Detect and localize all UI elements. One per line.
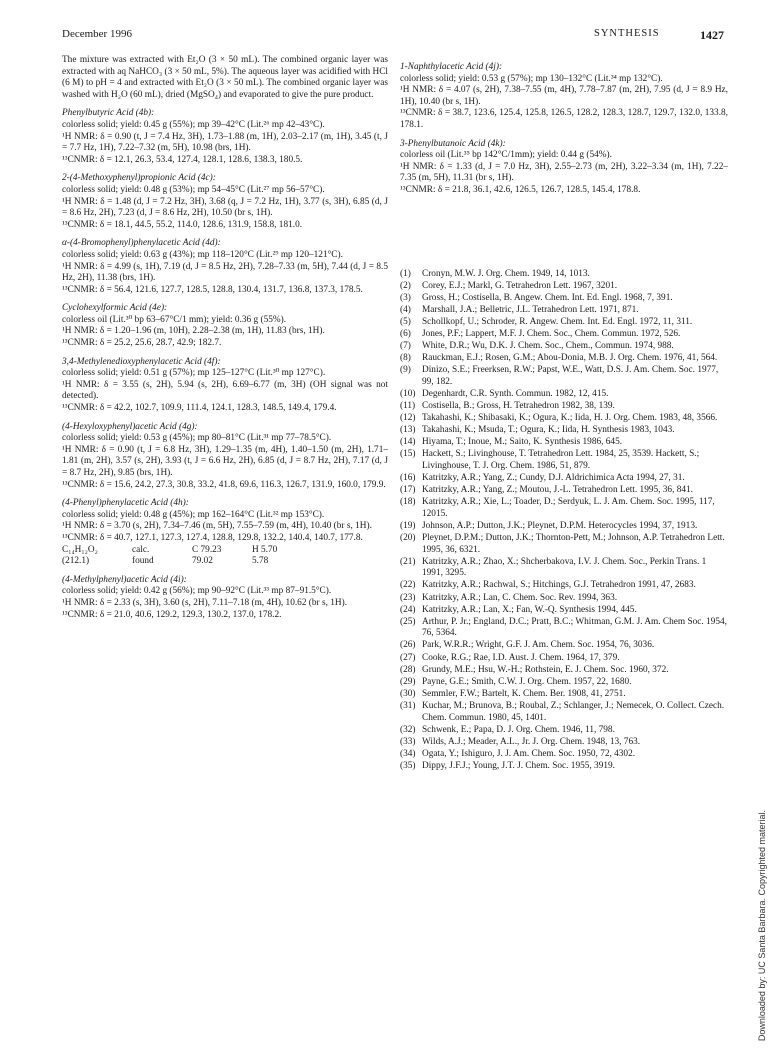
compound-title: α-(4-Bromophenyl)phenylacetic Acid (4d): bbox=[62, 238, 221, 249]
elemental-analysis-row bbox=[62, 545, 388, 557]
reference-number: (28) bbox=[400, 664, 416, 675]
reference-text: Katritzky, A.R.; Yang, Z.; Cundy, D.J. Aldrichimica Acta 1994, 27, 31. bbox=[422, 473, 685, 484]
compound-entry bbox=[400, 139, 728, 197]
compound-entry bbox=[62, 303, 388, 349]
compound-data-line: colorless solid; yield: 0.45 g (55%); mp 39–42°C (Lit.²⁶ mp 42–43°C). bbox=[62, 119, 325, 130]
reference-number: (7) bbox=[400, 341, 411, 352]
reference-text: Takahashi, K.; Shibasaki, K.; Ogura, K.; Iida, H. J. Org. Chem. 1983, 48, 3566. bbox=[422, 413, 718, 424]
reference-item bbox=[400, 413, 728, 425]
compound-data-line: ¹H NMR: δ = 4.99 (s, 1H), 7.19 (d, J = 8.5 Hz, 2H), 7.28–7.33 (m, 5H), 7.44 (d, J = 8.5 Hz, 2H), 11.38 (brs, 1H). bbox=[62, 261, 388, 284]
compound-data-line: ¹³CNMR: δ = 21.8, 36.1, 42.6, 126.5, 126.7, 128.5, 145.4, 178.8. bbox=[400, 184, 641, 195]
reference-text: Dinizo, S.E.; Freerksen, R.W.; Papst, W.E., Watt, D.S. J. Am. Chem. Soc. 1977, 99, 182. bbox=[422, 365, 719, 387]
compound-data-line: ¹³CNMR: δ = 38.7, 123.6, 125.4, 125.8, 126.5, 128.2, 128.3, 128.7, 129.7, 132.0, 133.8, 178.1. bbox=[400, 108, 728, 130]
reference-number: (10) bbox=[400, 388, 416, 399]
reference-list bbox=[400, 269, 728, 773]
compound-data-line: ¹³CNMR: δ = 15.6, 24.2, 27.3, 30.8, 33.2, 41.8, 69.6, 116.3, 126.7, 131.9, 160.0, 179.9. bbox=[62, 479, 386, 490]
analysis-cell: 79.02 bbox=[192, 556, 213, 567]
reference-text: Grundy, M.E.; Hsu, W.-H.; Rothstein, E. J. Chem. Soc. 1960, 372. bbox=[422, 664, 669, 675]
reference-number: (2) bbox=[400, 280, 411, 291]
reference-number: (20) bbox=[400, 533, 416, 544]
analysis-cell: C 79.23 bbox=[192, 544, 222, 555]
compound-data-line: ¹³CNMR: δ = 56.4, 121.6, 127.7, 128.5, 128.8, 130.4, 131.7, 136.8, 137.3, 178.5. bbox=[62, 284, 363, 295]
compound-data-line: colorless solid; yield: 0.53 g (45%); mp 80–81°C (Lit.³¹ mp 77–78.5°C). bbox=[62, 433, 332, 444]
reference-number: (22) bbox=[400, 580, 416, 591]
header-page-number: 1427 bbox=[700, 28, 724, 42]
elemental-analysis-row bbox=[62, 556, 388, 568]
reference-text: Katritzky, A.R.; Xie, L.; Toader, D.; Serdyuk, L. J. Am. Chem. Soc. 1995, 117, 12015. bbox=[422, 497, 715, 519]
reference-number: (35) bbox=[400, 760, 416, 771]
compound-data-line: colorless solid; yield: 0.42 g (56%); mp 90–92°C (Lit.³³ mp 87–91.5°C). bbox=[62, 586, 332, 597]
analysis-cell: H 5.70 bbox=[252, 544, 278, 555]
reference-item bbox=[400, 653, 728, 665]
reference-text: Hiyama, T.; Inoue, M.; Saito, K. Synthesis 1986, 645. bbox=[422, 437, 623, 448]
reference-text: Schollkopf, U.; Schroder, R. Angew. Chem. Int. Ed. Engl. 1972, 11, 311. bbox=[422, 316, 693, 327]
compound-entry bbox=[400, 62, 728, 132]
reference-item bbox=[400, 341, 728, 353]
compound-data-line: colorless solid; yield: 0.48 g (45%); mp 162–164°C (Lit.³² mp 153°C). bbox=[62, 509, 325, 520]
compound-entry bbox=[62, 357, 388, 415]
compound-title: (4-Phenyl)phenylacetic Acid (4h): bbox=[62, 498, 189, 509]
compound-data-line: ¹H NMR: δ = 3.70 (s, 2H), 7.34–7.46 (m, 5H), 7.55–7.59 (m, 4H), 10.40 (br s, 1H). bbox=[62, 521, 372, 532]
reference-item bbox=[400, 737, 728, 749]
reference-item bbox=[400, 665, 728, 677]
reference-text: Katritzky, A.R.; Zhao, X.; Shcherbakova, I.V. J. Chem. Soc., Perkin Trans. 1 1991, 3295. bbox=[422, 556, 707, 579]
reference-item bbox=[400, 437, 728, 449]
reference-text: Katritzky, A.R.; Lan, C. Chem. Soc. Rev. 1994, 363. bbox=[422, 592, 618, 603]
compound-data-line: ¹³CNMR: δ = 18.1, 44.5, 55.2, 114.0, 128.6, 131.9, 158.8, 181.0. bbox=[62, 219, 303, 230]
reference-text: Park, W.R.R.; Wright, G.F. J. Am. Chem. Soc. 1954, 76, 3036. bbox=[422, 640, 655, 651]
reference-item bbox=[400, 293, 728, 305]
reference-text: Costisella, B.; Gross, H. Tetrahedron 1982, 38, 139. bbox=[422, 401, 615, 412]
compound-entry bbox=[62, 575, 388, 621]
reference-item bbox=[400, 557, 728, 580]
compound-data-line: ¹H NMR: δ = 0.90 (t, J = 7.4 Hz, 3H), 1.73–1.88 (m, 1H), 2.03–2.17 (m, 1H), 3.45 (t, J = 7.7 Hz, 1H), 7.22–7.32 (m, 5H), 10.98 (brs, 1H). bbox=[62, 131, 388, 154]
reference-number: (4) bbox=[400, 304, 411, 315]
reference-item bbox=[400, 473, 728, 485]
reference-text: Cooke, R.G.; Rae, I.D. Aust. J. Chem. 1964, 17, 379. bbox=[422, 652, 620, 663]
reference-number: (23) bbox=[400, 592, 416, 603]
reference-number: (1) bbox=[400, 268, 411, 279]
compound-data-line: ¹³CNMR: δ = 40.7, 127.1, 127.3, 127.4, 128.8, 129.8, 132.2, 140.4, 140.7, 177.8. bbox=[62, 532, 363, 543]
reference-item bbox=[400, 269, 728, 281]
reference-text: Cronyn, M.W. J. Org. Chem. 1949, 14, 1013. bbox=[422, 268, 590, 279]
reference-number: (21) bbox=[400, 556, 416, 567]
reference-item bbox=[400, 317, 728, 329]
left-column bbox=[62, 55, 388, 621]
reference-text: Degenhardt, C.R. Synth. Commun. 1982, 12, 415. bbox=[422, 388, 609, 399]
compound-title: 3,4-Methylenedioxyphenylacetic Acid (4f): bbox=[62, 356, 221, 367]
reference-item bbox=[400, 580, 728, 592]
compound-list-right bbox=[400, 62, 728, 197]
reference-text: Rauckman, E.J.; Rosen, G.M.; Abou-Donia, M.B. J. Org. Chem. 1976, 41, 564. bbox=[422, 353, 718, 364]
reference-number: (14) bbox=[400, 437, 416, 448]
compound-title: Phenylbutyric Acid (4b): bbox=[62, 108, 155, 119]
compound-title: (4-Hexyloxyphenyl)acetic Acid (4g): bbox=[62, 421, 198, 432]
compound-title: 1-Naphthylacetic Acid (4j): bbox=[400, 62, 503, 72]
reference-number: (30) bbox=[400, 688, 416, 699]
reference-number: (33) bbox=[400, 736, 416, 747]
reference-number: (18) bbox=[400, 497, 416, 508]
reference-text: Wilds, A.J.; Meader, A.L., Jr. J. Org. Chem. 1948, 13, 763. bbox=[422, 736, 641, 747]
analysis-cell: 5.78 bbox=[252, 556, 269, 567]
reference-item bbox=[400, 425, 728, 437]
compound-data-line: ¹H NMR: δ = 1.20–1.96 (m, 10H), 2.28–2.38 (m, 1H), 11.83 (brs, 1H). bbox=[62, 326, 325, 337]
reference-number: (8) bbox=[400, 353, 411, 364]
compound-title: (4-Methylphenyl)acetic Acid (4i): bbox=[62, 574, 187, 585]
reference-number: (29) bbox=[400, 676, 416, 687]
reference-item bbox=[400, 485, 728, 497]
reference-item bbox=[400, 617, 728, 640]
compound-data-line: ¹³CNMR: δ = 21.0, 40.6, 129.2, 129.3, 130.2, 137.0, 178.2. bbox=[62, 609, 282, 620]
reference-text: Johnson, A.P.; Dutton, J.K.; Pleynet, D.P.M. Heterocycles 1994, 37, 1913. bbox=[422, 521, 698, 531]
compound-entry bbox=[62, 173, 388, 231]
compound-data-line: ¹³CNMR: δ = 42.2, 102.7, 109.9, 111.4, 124.1, 128.3, 148.5, 149.4, 179.4. bbox=[62, 403, 337, 414]
reference-number: (31) bbox=[400, 700, 416, 711]
compound-data-line: ¹H NMR: δ = 1.48 (d, J = 7.2 Hz, 3H), 3.68 (q, J = 7.2 Hz, 1H), 3.77 (s, 3H), 6.85 (d, J = 8.6 Hz, 2H), 7.23 (d, J = 8.6 Hz, 2H), 10.50 (br s, 1H). bbox=[62, 196, 388, 219]
compound-title: 2-(4-Methoxyphenyl)propionic Acid (4c): bbox=[62, 173, 216, 184]
reference-text: Jones, P.F.; Lappert, M.F. J. Chem. Soc., Chem. Commun. 1972, 526. bbox=[422, 329, 681, 339]
reference-item bbox=[400, 401, 728, 413]
reference-text: Schwenk, E.; Papa, D. J. Org. Chem. 1946, 11, 798. bbox=[422, 724, 615, 735]
reference-item bbox=[400, 305, 728, 317]
reference-text: Hackett, S.; Livinghouse, T. Tetrahedron Lett. 1984, 25, 3539. Hackett, S.; Livinghouse, T. J. Org. Chem. 1986, 51, 879. bbox=[422, 449, 700, 472]
reference-text: White, D.R.; Wu, D.K. J. Chem. Soc., Chem., Commun. 1974, 988. bbox=[422, 341, 674, 352]
reference-text: Dippy, J.F.J.; Young, J.T. J. Chem. Soc. 1955, 3919. bbox=[422, 760, 615, 771]
compound-data-line: colorless solid; yield: 0.63 g (43%); mp 118–120°C (Lit.²⁹ mp 120–121°C). bbox=[62, 249, 343, 260]
compound-data-line: colorless oil (Lit.³⁰ bp 63–67°C/1 mm); yield: 0.36 g (55%). bbox=[62, 314, 287, 325]
compound-title: 3-Phenylbutanoic Acid (4k): bbox=[400, 138, 506, 149]
compound-entry bbox=[62, 108, 388, 166]
reference-item bbox=[400, 389, 728, 401]
reference-number: (11) bbox=[400, 401, 416, 412]
reference-number: (12) bbox=[400, 413, 416, 424]
analysis-cell: found bbox=[132, 556, 154, 567]
reference-item bbox=[400, 521, 728, 533]
reference-number: (6) bbox=[400, 329, 411, 339]
reference-number: (9) bbox=[400, 365, 411, 376]
reference-number: (27) bbox=[400, 652, 416, 663]
reference-text: Corey, E.J.; Markl, G. Tetrahedron Lett. 1967, 3201. bbox=[422, 280, 618, 291]
reference-text: Kuchar, M.; Brunova, B.; Roubal, Z.; Schlanger, J.; Nemecek, O. Collect. Czech. Chem. Commun. 1980, 45, 1401. bbox=[422, 700, 725, 723]
download-watermark: Downloaded by: UC Santa Barbara. Copyrighted material. bbox=[757, 810, 767, 1042]
reference-number: (16) bbox=[400, 473, 416, 484]
reference-number: (34) bbox=[400, 748, 416, 759]
reference-item bbox=[400, 353, 728, 365]
reference-text: Payne, G.E.; Smith, C.W. J. Org. Chem. 1957, 22, 1680. bbox=[422, 676, 632, 687]
reference-item bbox=[400, 533, 728, 556]
analysis-cell: C₁₄H₁₂O₂ bbox=[62, 544, 98, 555]
reference-text: Katritzky, A.R.; Yang, Z.; Moutou, J.-L. Tetrahedron Lett. 1995, 36, 841. bbox=[422, 485, 693, 496]
compound-data-line: ¹H NMR: δ = 1.33 (d, J = 7.0 Hz, 3H), 2.55–2.73 (m, 2H), 3.22–3.34 (m, 1H), 7.22–7.35 (m, 5H), 11.31 (br s, 1H). bbox=[400, 161, 728, 184]
reference-item bbox=[400, 497, 728, 520]
compound-data-line: ¹³CNMR: δ = 25.2, 25.6, 28.7, 42.9; 182.7. bbox=[62, 338, 222, 349]
compound-list-left bbox=[62, 108, 388, 621]
analysis-cell: calc. bbox=[132, 544, 150, 555]
compound-entry bbox=[62, 498, 388, 568]
reference-item bbox=[400, 749, 728, 761]
reference-text: Katritzky, A.R.; Rachwal, S.; Hitchings, G.J. Tetrahedron 1991, 47, 2683. bbox=[422, 580, 696, 591]
reference-text: Pleynet, D.P.M.; Dutton, J.K.; Thornton-Pett, M.; Johnson, A.P. Tetrahedron Lett. 1995, 36, 6321. bbox=[422, 533, 725, 555]
compound-data-line: colorless solid; yield: 0.53 g (57%); mp 130–132°C (Lit.³⁴ mp 132°C). bbox=[400, 73, 663, 84]
compound-data-line: ¹³CNMR: δ = 12.1, 26.3, 53.4, 127.4, 128.1, 128.6, 138.3, 180.5. bbox=[62, 154, 303, 165]
right-column bbox=[400, 55, 728, 773]
reference-text: Semmler, F.W.; Bartelt, K. Chem. Ber. 1908, 41, 2751. bbox=[422, 688, 626, 699]
compound-entry bbox=[62, 422, 388, 492]
reference-number: (19) bbox=[400, 521, 416, 531]
reference-item bbox=[400, 701, 728, 724]
header-journal: SYNTHESIS bbox=[594, 28, 660, 39]
compound-data-line: ¹H NMR: δ = 4.07 (s, 2H), 7.38–7.55 (m, 4H), 7.78–7.87 (m, 2H), 7.95 (d, J = 8.9 Hz, 1H), 10.40 (br s, 1H). bbox=[400, 85, 728, 107]
reference-number: (13) bbox=[400, 425, 416, 436]
compound-title: Cyclohexylformic Acid (4e): bbox=[62, 303, 168, 314]
header-date: December 1996 bbox=[62, 28, 132, 40]
reference-item bbox=[400, 365, 728, 388]
reference-number: (32) bbox=[400, 724, 416, 735]
reference-item bbox=[400, 605, 728, 617]
compound-data-line: colorless solid; yield: 0.48 g (53%); mp 54–45°C (Lit.²⁷ mp 56–57°C). bbox=[62, 184, 325, 195]
reference-item bbox=[400, 761, 728, 773]
reference-item bbox=[400, 593, 728, 605]
reference-item bbox=[400, 281, 728, 293]
reference-number: (17) bbox=[400, 485, 416, 496]
reference-text: Takahashi, K.; Msuda, T.; Ogura, K.; Iida, H. Synthesis 1983, 1043. bbox=[422, 425, 675, 436]
reference-number: (25) bbox=[400, 616, 416, 627]
reference-item bbox=[400, 689, 728, 701]
reference-item bbox=[400, 725, 728, 737]
compound-data-line: colorless oil (Lit.³⁵ bp 142°C/1mm); yield: 0.44 g (54%). bbox=[400, 150, 612, 161]
reference-item bbox=[400, 329, 728, 341]
reference-text: Katritzky, A.R.; Lan, X.; Fan, W.-Q. Synthesis 1994, 445. bbox=[422, 604, 637, 615]
compound-entry bbox=[62, 238, 388, 296]
reference-text: Arthur, P. Jr.; England, D.C.; Pratt, B.C.; Whitman, G.M. J. Am. Chem Soc. 1954, 76, 5364. bbox=[422, 616, 727, 639]
reference-number: (15) bbox=[400, 449, 416, 460]
reference-text: Gross, H.; Costisella, B. Angew. Chem. Int. Ed. Engl. 1968, 7, 391. bbox=[422, 292, 673, 303]
compound-data-line: ¹H NMR: δ = 0.90 (t, J = 6.8 Hz, 3H), 1.29–1.35 (m, 4H), 1.40–1.50 (m, 2H), 1.71–1.81 (m, 2H), 3.57 (s, 2H), 3.93 (t, J = 6.6 Hz, 2H), 6.85 (d, J = 8.7 Hz, 2H), 7.17 (d, J = 8.7 Hz, 2H), 9.85 (brs, 1H). bbox=[62, 444, 388, 478]
reference-text: Marshall, J.A.; Belletric, J.L. Tetrahedron Lett. 1971, 871. bbox=[422, 304, 639, 315]
compound-data-line: ¹H NMR: δ = 2.33 (s, 3H), 3.60 (s, 2H), 7.11–7.18 (m, 4H), 10.62 (br s, 1H). bbox=[62, 597, 348, 608]
reference-number: (3) bbox=[400, 292, 411, 303]
reference-number: (24) bbox=[400, 604, 416, 615]
reference-item bbox=[400, 640, 728, 652]
compound-data-line: ¹H NMR: δ = 3.55 (s, 2H), 5.94 (s, 2H), 6.69–6.77 (m, 3H) (OH signal was not detected). bbox=[62, 379, 388, 402]
reference-number: (5) bbox=[400, 316, 411, 327]
analysis-cell: (212.1) bbox=[62, 556, 90, 567]
reference-text: Ogata, Y.; Ishiguro, J. J. Am. Chem. Soc. 1950, 72, 4302. bbox=[422, 748, 636, 759]
compound-data-line: colorless solid; yield: 0.51 g (57%); mp 125–127°C (Lit.³⁰ mp 127°C). bbox=[62, 368, 326, 379]
reference-number: (26) bbox=[400, 640, 416, 651]
procedure-paragraph: The mixture was extracted with Et₂O (3 × 50 mL). The combined organic layer was extracted with aq NaHCO₃ (3 × 50 mL, 5%). The aqueous layer was acidified with HCl (6 M) to pH = 4 and extracted with Et₂O (3 × 50 mL). The combined organic layer was washed with H₂O (60 mL), dried (MgSO₄) and evaporated to give the pure product. bbox=[62, 55, 388, 100]
reference-item bbox=[400, 677, 728, 689]
reference-item bbox=[400, 449, 728, 472]
